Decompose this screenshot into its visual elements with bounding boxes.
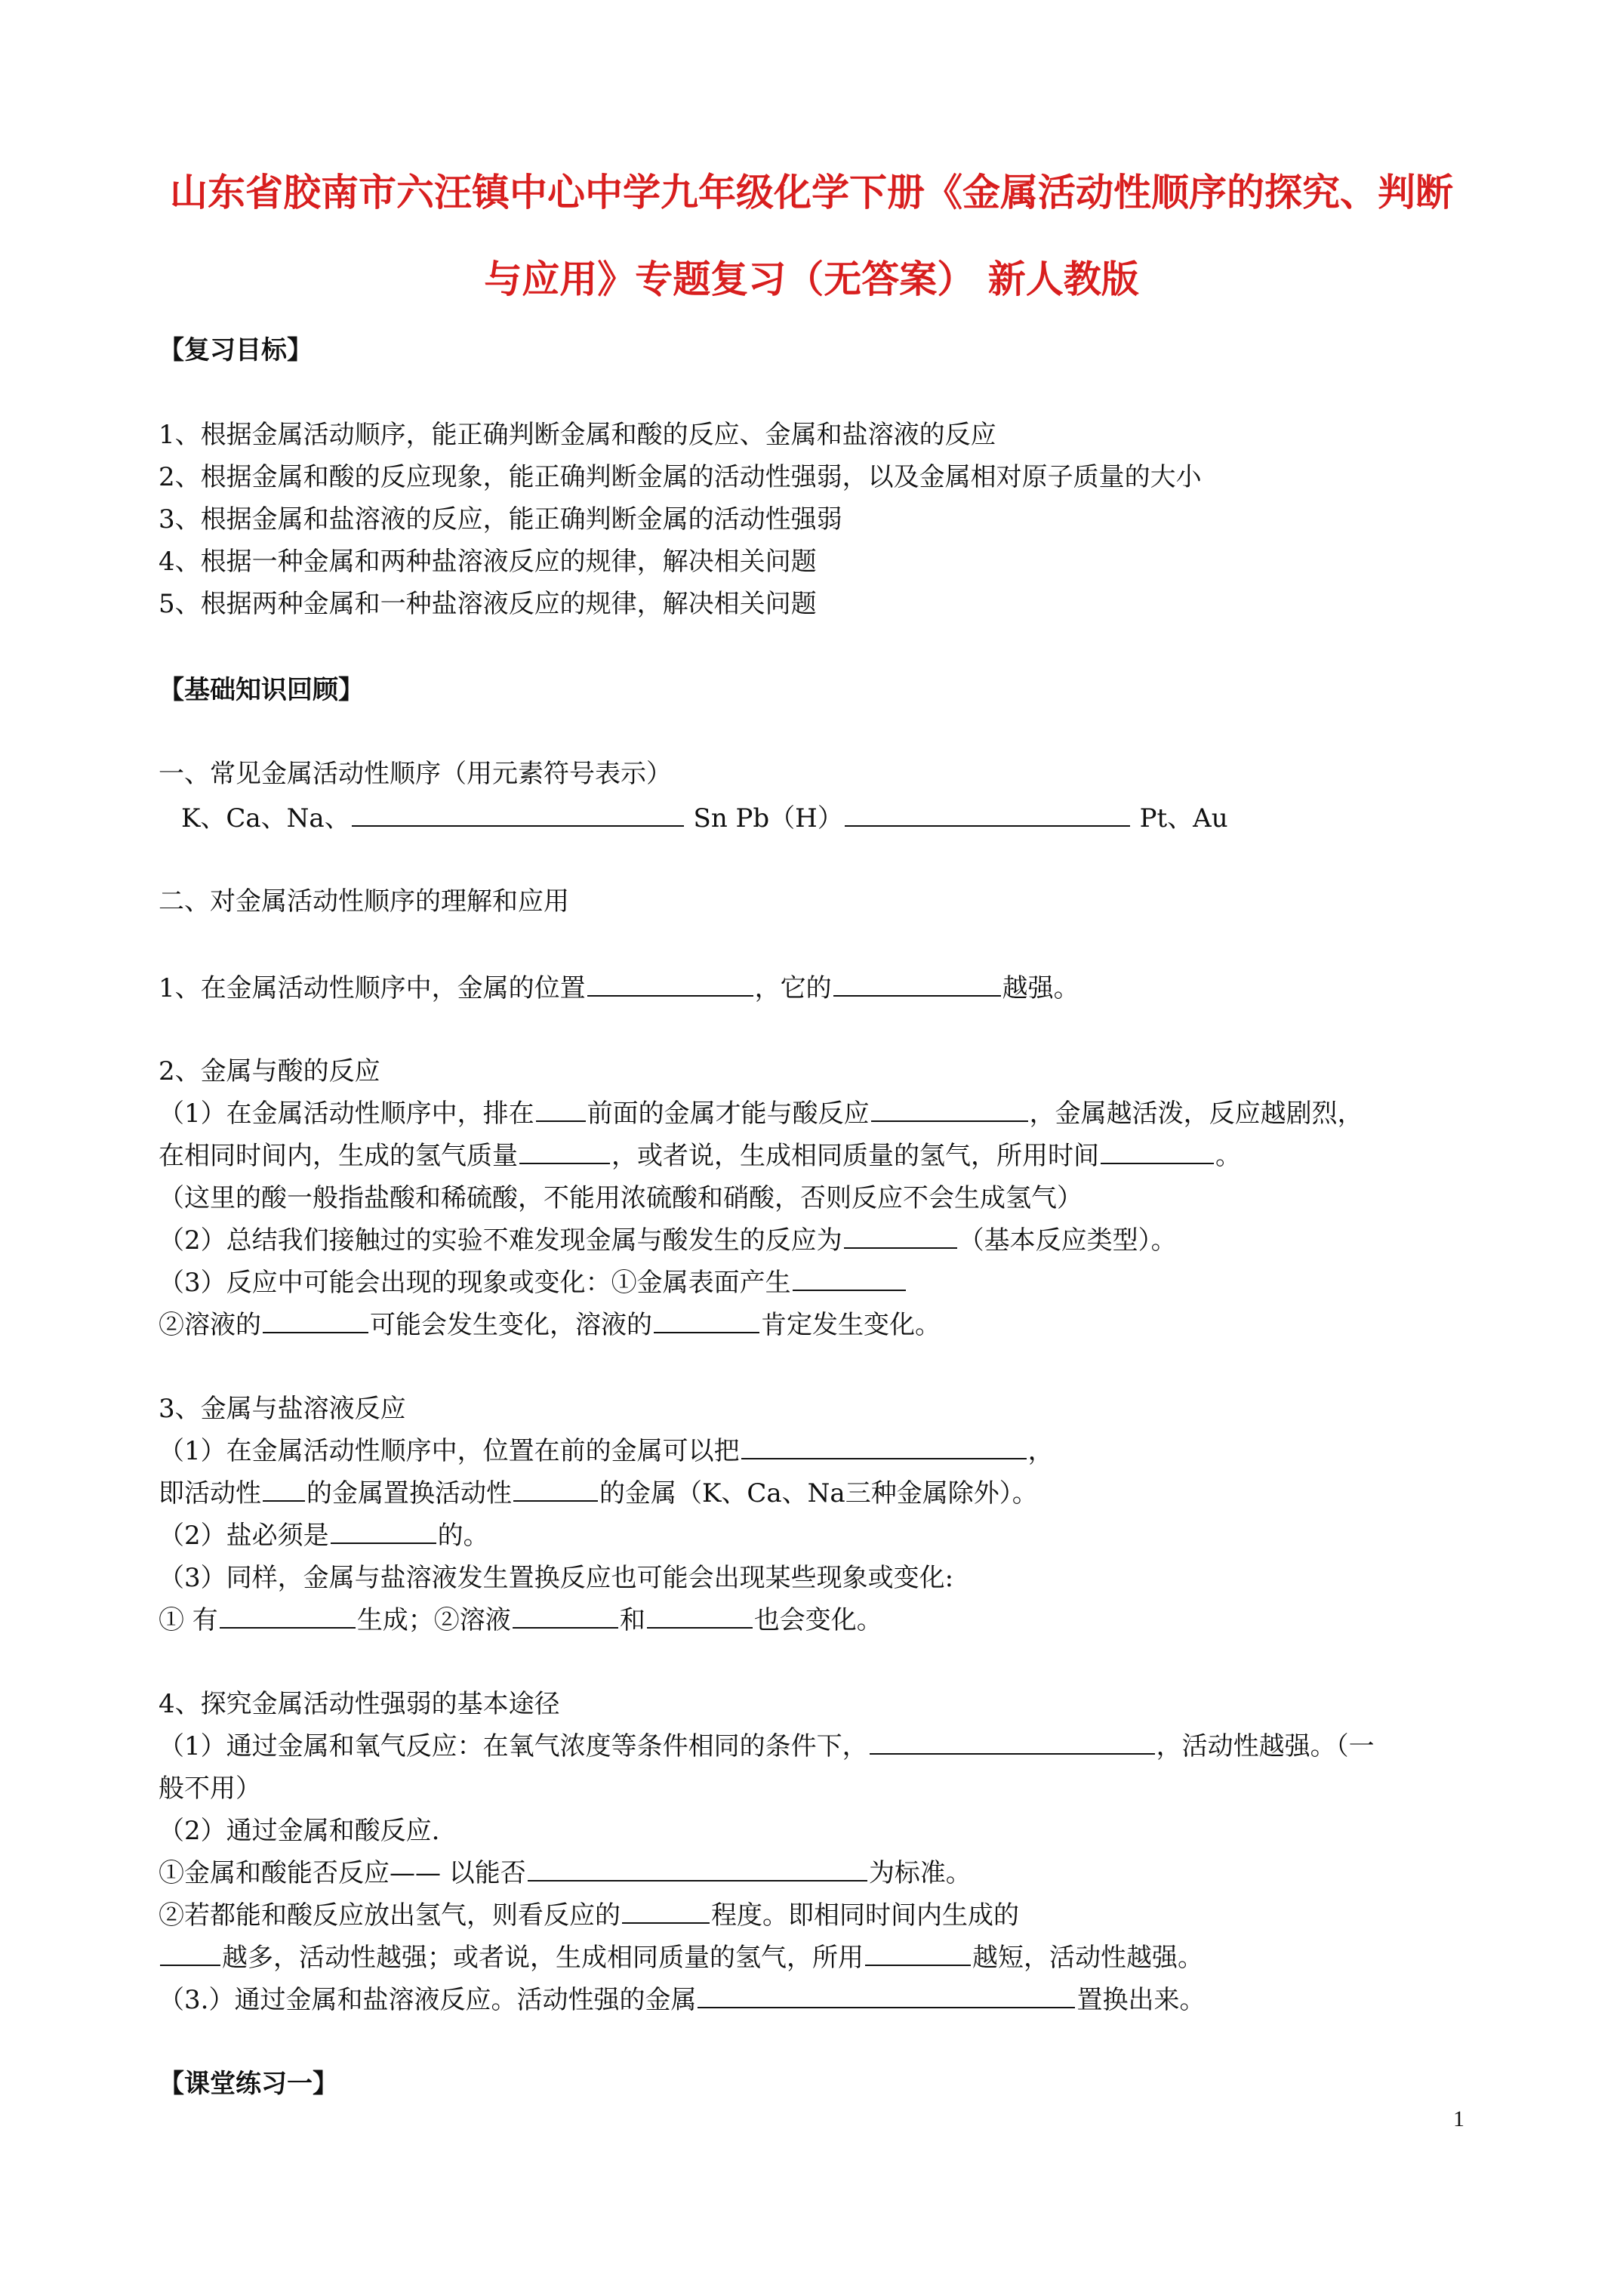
section-2-title: 二、对金属活动性顺序的理解和应用 bbox=[159, 886, 569, 917]
blank[interactable] bbox=[654, 1309, 759, 1333]
blank[interactable] bbox=[793, 1267, 906, 1291]
q4-line-4: ①金属和酸能否反应—— 以能否 为标准。 bbox=[159, 1858, 972, 1888]
title-line-2: 与应用》专题复习（无答案） 新人教版 bbox=[484, 257, 1139, 301]
q3-line-2: 即活动性 的金属置换活动性 的金属（K、Ca、Na三种金属除外）。 bbox=[159, 1478, 1038, 1509]
blank[interactable] bbox=[331, 1520, 436, 1544]
review-heading: 【基础知识回顾】 bbox=[159, 675, 364, 705]
blank[interactable] bbox=[647, 1604, 753, 1629]
blank[interactable] bbox=[220, 1604, 356, 1629]
q2-line-6: ②溶液的 可能会发生变化，溶液的 肯定发生变化。 bbox=[159, 1310, 941, 1340]
blank[interactable] bbox=[845, 803, 1130, 827]
q2-line-2: 在相同时间内，生成的氢气质量 ，或者说，生成相同质量的氢气，所用时间 。 bbox=[159, 1141, 1241, 1171]
q2-line-1: （1）在金属活动性顺序中，排在 前面的金属才能与酸反应 ，金属越活泼，反应越剧烈， bbox=[159, 1099, 1363, 1129]
activity-series-line: K、Ca、Na、 Sn Pb（H） Pt、Au bbox=[181, 803, 1228, 834]
goal-item-2: 2、根据金属和酸的反应现象，能正确判断金属的活动性强弱，以及金属相对原子质量的大小 bbox=[159, 462, 1202, 492]
q4-line-2: 般不用） bbox=[159, 1774, 261, 1804]
blank[interactable] bbox=[263, 1309, 368, 1333]
blank[interactable] bbox=[513, 1478, 598, 1502]
blank[interactable] bbox=[741, 1435, 1027, 1459]
section-1-title: 一、常见金属活动性顺序（用元素符号表示） bbox=[159, 759, 672, 789]
blank[interactable] bbox=[160, 1942, 220, 1966]
goal-item-5: 5、根据两种金属和一种盐溶液反应的规律，解决相关问题 bbox=[159, 589, 817, 619]
q3-line-1: （1）在金属活动性顺序中，位置在前的金属可以把 ， bbox=[159, 1436, 1054, 1466]
practice-heading: 【课堂练习一】 bbox=[159, 2069, 338, 2099]
q3-title: 3、金属与盐溶液反应 bbox=[159, 1394, 406, 1424]
goals-heading: 【复习目标】 bbox=[159, 335, 313, 365]
blank[interactable] bbox=[536, 1098, 586, 1122]
goal-item-1: 1、根据金属活动顺序，能正确判断金属和酸的反应、金属和盐溶液的反应 bbox=[159, 420, 996, 450]
q4-line-5: ②若都能和酸反应放出氢气，则看反应的 程度。即相同时间内生成的 bbox=[159, 1900, 1019, 1931]
q3-line-3: （2）盐必须是 的。 bbox=[159, 1521, 489, 1551]
blank[interactable] bbox=[513, 1604, 618, 1629]
q2-line-5: （3）反应中可能会出现的现象或变化：①金属表面产生 bbox=[159, 1266, 907, 1299]
q2-title: 2、金属与酸的反应 bbox=[159, 1056, 380, 1086]
q4-title: 4、探究金属活动性强弱的基本途径 bbox=[159, 1689, 560, 1719]
blank[interactable] bbox=[865, 1942, 971, 1966]
q2-line-3: （这里的酸一般指盐酸和稀硫酸，不能用浓硫酸和硝酸，否则反应不会生成氢气） bbox=[159, 1183, 1083, 1213]
blank[interactable] bbox=[844, 1225, 957, 1249]
q4-line-6: 越多，活动性越强；或者说，生成相同质量的氢气，所用 越短，活动性越强。 bbox=[159, 1941, 1203, 1974]
blank[interactable] bbox=[528, 1857, 867, 1881]
q4-line-3: （2）通过金属和酸反应. bbox=[159, 1816, 440, 1846]
title-line-1: 山东省胶南市六汪镇中心中学九年级化学下册《金属活动性顺序的探究、判断 bbox=[170, 171, 1453, 214]
q3-line-5: ① 有 生成；②溶液 和 也会变化。 bbox=[159, 1605, 882, 1635]
q2-line-4: （2）总结我们接触过的实验不难发现金属与酸发生的反应为 （基本反应类型）。 bbox=[159, 1225, 1177, 1256]
blank[interactable] bbox=[352, 803, 684, 827]
q3-line-4: （3）同样，金属与盐溶液发生置换反应也可能会出现某些现象或变化: bbox=[159, 1563, 954, 1593]
q4-line-7: （3.）通过金属和盐溶液反应。活动性强的金属 置换出来。 bbox=[159, 1985, 1206, 2015]
blank[interactable] bbox=[698, 1984, 1075, 2008]
blank[interactable] bbox=[519, 1140, 610, 1164]
q4-line-1: （1）通过金属和氧气反应：在氧气浓度等条件相同的条件下， ，活动性越强。（一 bbox=[159, 1731, 1375, 1761]
blank[interactable] bbox=[587, 972, 753, 997]
blank[interactable] bbox=[871, 1098, 1028, 1122]
page-number: 1 bbox=[1453, 2106, 1464, 2131]
blank[interactable] bbox=[1101, 1140, 1214, 1164]
q1-line: 1、在金属活动性顺序中，金属的位置 ，它的 越强。 bbox=[159, 973, 1079, 1003]
goal-item-3: 3、根据金属和盐溶液的反应，能正确判断金属的活动性强弱 bbox=[159, 504, 842, 535]
blank[interactable] bbox=[870, 1730, 1155, 1755]
blank[interactable] bbox=[263, 1478, 305, 1502]
goal-item-4: 4、根据一种金属和两种盐溶液反应的规律，解决相关问题 bbox=[159, 547, 817, 577]
blank[interactable] bbox=[622, 1900, 710, 1924]
blank[interactable] bbox=[833, 972, 1001, 997]
